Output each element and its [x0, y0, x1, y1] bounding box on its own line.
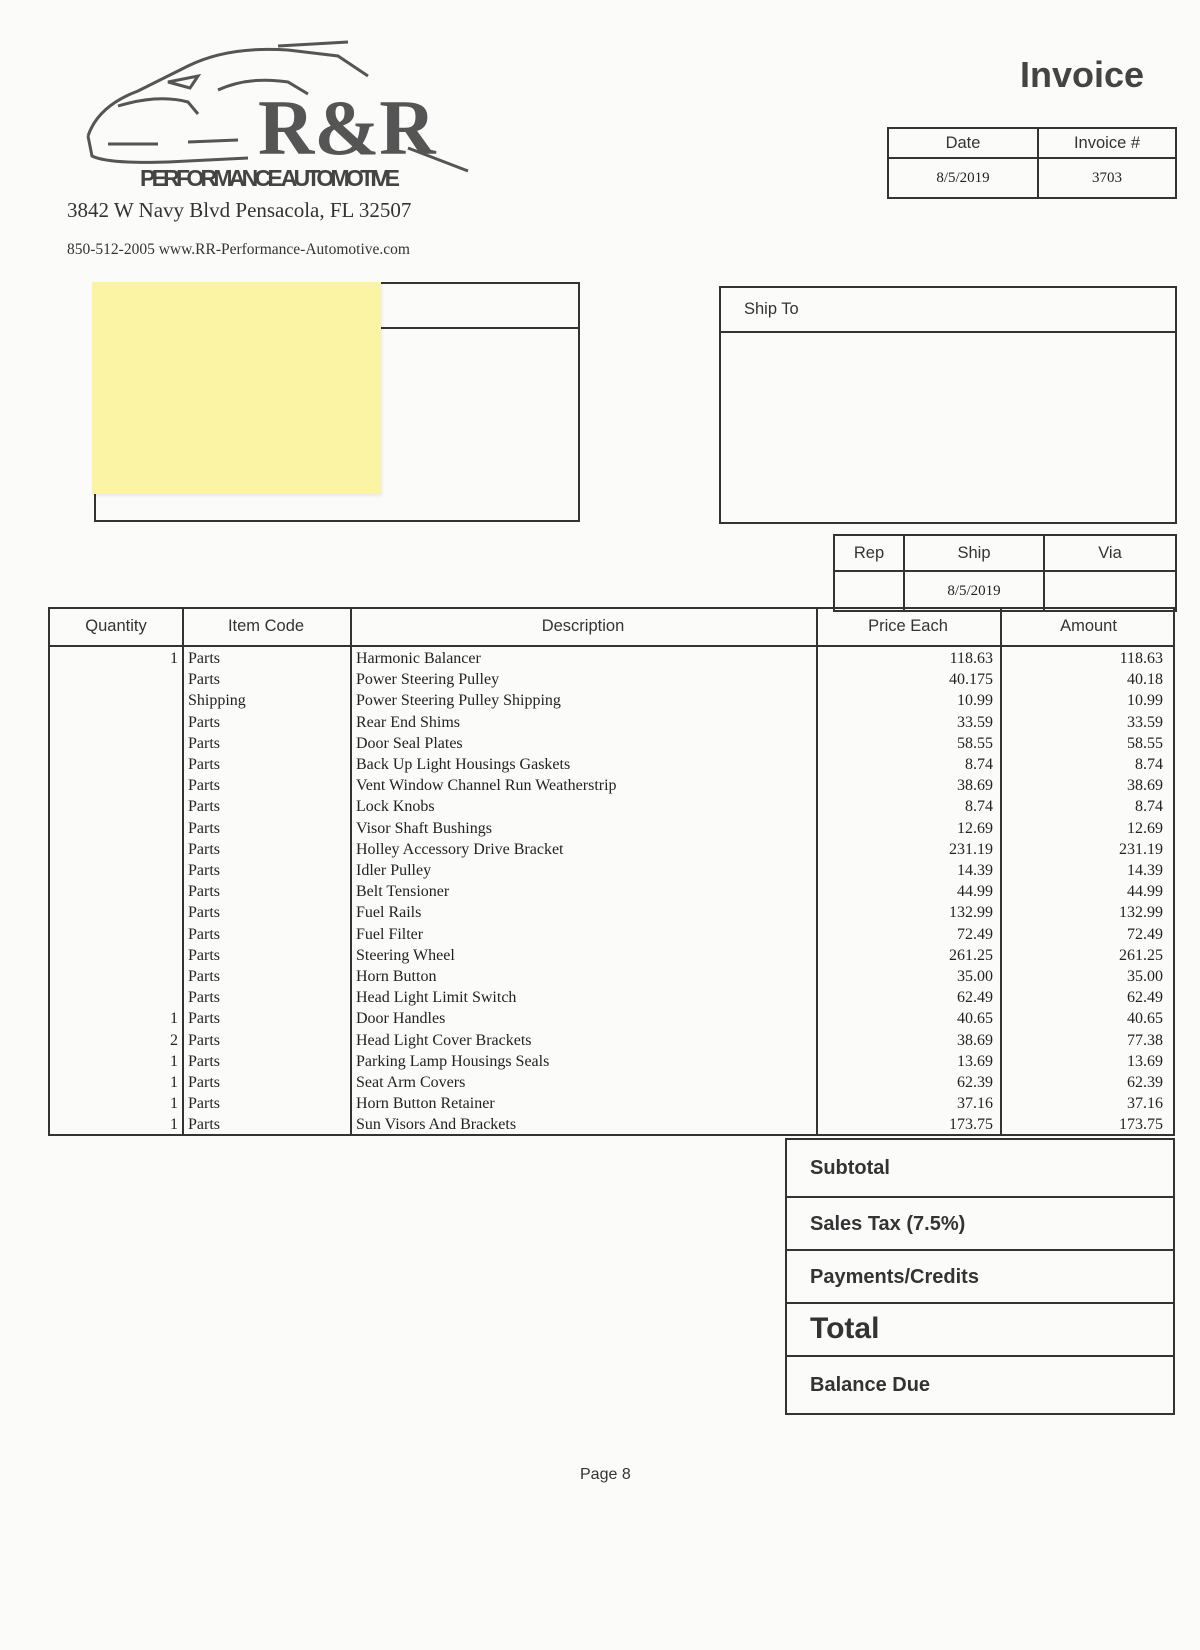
price-each-cell: 13.69	[957, 1052, 993, 1070]
table-row	[50, 989, 1173, 1010]
payments-label: Payments/Credits	[810, 1266, 979, 1288]
total-label: Total	[810, 1312, 880, 1345]
subtotal-label: Subtotal	[810, 1157, 890, 1179]
price-each-cell: 8.74	[965, 798, 993, 816]
item-code-cell: Parts	[188, 862, 220, 879]
sales-tax-row	[787, 1198, 1173, 1251]
item-code-cell: Parts	[188, 840, 220, 858]
via-value	[1045, 572, 1175, 610]
item-code-cell: Parts	[188, 777, 220, 795]
table-row	[50, 968, 1173, 989]
price-each-cell: 44.99	[957, 883, 993, 901]
amount-cell: 173.75	[1119, 1116, 1163, 1134]
price-each-cell: 37.16	[957, 1095, 993, 1113]
item-code-cell: Parts	[188, 713, 220, 731]
amount-cell: 118.63	[1119, 650, 1163, 667]
description-cell: Fuel Filter	[356, 925, 424, 943]
quantity-cell: 1	[170, 650, 178, 667]
description-cell: Head Light Cover Brackets	[356, 1031, 532, 1049]
amount-cell: 35.00	[1127, 968, 1163, 985]
table-row	[50, 714, 1173, 735]
date-label: Date	[889, 129, 1039, 157]
ship-to-box	[719, 286, 1177, 524]
ship-date: 8/5/2019	[905, 572, 1045, 610]
description-cell: Visor Shaft Bushings	[356, 819, 492, 837]
description-cell: Vent Window Channel Run Weatherstrip	[356, 777, 617, 795]
price-each-cell: 40.175	[949, 671, 993, 689]
price-each-header: Price Each	[868, 617, 948, 635]
subtotal-row	[787, 1140, 1173, 1198]
amount-cell: 72.49	[1127, 925, 1163, 943]
document-title: Invoice	[1020, 54, 1145, 95]
price-each-cell: 12.69	[957, 819, 993, 837]
total-row	[787, 1304, 1173, 1357]
company-logo	[78, 36, 498, 196]
description-cell: Harmonic Balancer	[356, 650, 481, 667]
description-cell: Holley Accessory Drive Bracket	[356, 840, 564, 858]
table-row	[50, 798, 1173, 819]
quantity-cell: 1	[170, 1010, 178, 1028]
description-cell: Idler Pulley	[356, 862, 432, 879]
amount-cell: 33.59	[1127, 713, 1163, 731]
invoice-number: 3703	[1092, 169, 1122, 186]
description-cell: Lock Knobs	[356, 798, 435, 816]
item-code-cell: Parts	[188, 883, 220, 901]
price-each-cell: 38.69	[957, 1031, 993, 1049]
quantity-header: Quantity	[85, 617, 147, 635]
company-address: 3842 W Navy Blvd Pensacola, FL 32507	[67, 198, 412, 222]
table-row	[50, 671, 1173, 692]
amount-cell: 14.39	[1127, 862, 1163, 879]
description-cell: Parking Lamp Housings Seals	[356, 1052, 550, 1070]
price-each-cell: 10.99	[957, 692, 993, 710]
table-row	[50, 1032, 1173, 1053]
table-row	[50, 947, 1173, 968]
price-each-cell: 231.19	[949, 840, 993, 858]
amount-cell: 13.69	[1127, 1052, 1163, 1070]
amount-header: Amount	[1060, 617, 1117, 635]
item-code-header: Item Code	[227, 617, 305, 635]
table-row	[50, 650, 1173, 671]
description-cell: Door Seal Plates	[356, 734, 463, 752]
table-row	[50, 1074, 1173, 1095]
price-each-cell: 62.39	[957, 1074, 993, 1091]
item-code-cell: Parts	[188, 1074, 220, 1091]
description-cell: Rear End Shims	[356, 713, 460, 731]
item-code-cell: Parts	[188, 671, 220, 689]
description-cell: Head Light Limit Switch	[356, 989, 517, 1007]
ship-to-label: Ship To	[744, 300, 799, 318]
price-each-cell: 58.55	[957, 734, 993, 752]
totals-box	[785, 1138, 1175, 1415]
amount-cell: 38.69	[1127, 777, 1163, 795]
item-code-cell: Parts	[188, 1095, 220, 1113]
svg-text:PERFORMANCE AUTOMOTIVE: PERFORMANCE AUTOMOTIVE	[140, 165, 400, 191]
amount-cell: 40.65	[1127, 1010, 1163, 1028]
item-code-cell: Parts	[188, 946, 220, 964]
item-code-cell: Parts	[188, 925, 220, 943]
amount-cell: 44.99	[1127, 883, 1163, 901]
item-code-cell: Parts	[188, 1116, 220, 1134]
item-code-cell: Parts	[188, 968, 220, 985]
amount-cell: 261.25	[1119, 946, 1163, 964]
redaction-sticky-note	[92, 282, 381, 494]
description-cell: Power Steering Pulley Shipping	[356, 692, 561, 710]
table-row	[50, 862, 1173, 883]
item-code-cell: Parts	[188, 989, 220, 1007]
amount-cell: 40.18	[1127, 671, 1163, 689]
description-cell: Sun Visors And Brackets	[356, 1116, 517, 1134]
description-cell: Seat Arm Covers	[356, 1074, 466, 1091]
price-each-cell: 14.39	[957, 862, 993, 879]
price-each-cell: 38.69	[957, 777, 993, 795]
sales-tax-label: Sales Tax (7.5%)	[810, 1213, 966, 1235]
table-row	[50, 841, 1173, 862]
description-cell: Belt Tensioner	[356, 883, 450, 901]
price-each-cell: 40.65	[957, 1010, 993, 1028]
table-row	[50, 777, 1173, 798]
description-header: Description	[541, 617, 625, 635]
item-code-cell: Parts	[188, 734, 220, 752]
table-row	[50, 1116, 1173, 1137]
description-cell: Horn Button	[356, 968, 437, 985]
invoice-date: 8/5/2019	[889, 159, 1039, 197]
item-code-cell: Parts	[188, 904, 220, 922]
amount-cell: 231.19	[1119, 840, 1163, 858]
amount-cell: 8.74	[1135, 798, 1163, 816]
table-row	[50, 756, 1173, 777]
description-cell: Back Up Light Housings Gaskets	[356, 756, 571, 773]
quantity-cell: 1	[170, 1074, 178, 1091]
item-code-cell: Parts	[188, 1031, 220, 1049]
amount-cell: 132.99	[1119, 904, 1163, 922]
price-each-cell: 62.49	[957, 989, 993, 1007]
amount-cell: 77.38	[1127, 1031, 1163, 1049]
description-cell: Power Steering Pulley	[356, 671, 500, 689]
description-cell: Door Handles	[356, 1010, 446, 1028]
amount-cell: 10.99	[1127, 692, 1163, 710]
price-each-cell: 173.75	[949, 1116, 993, 1134]
quantity-cell: 1	[170, 1095, 178, 1113]
quantity-cell: 1	[170, 1116, 178, 1134]
shipping-info-box	[833, 534, 1177, 612]
amount-cell: 37.16	[1127, 1095, 1163, 1113]
item-code-cell: Parts	[188, 1010, 220, 1028]
logo-letters: R&R	[258, 84, 436, 171]
description-cell: Steering Wheel	[356, 946, 455, 964]
via-label: Via	[1098, 543, 1122, 562]
line-items-table	[48, 607, 1175, 1136]
rep-value	[835, 572, 905, 610]
description-cell: Horn Button Retainer	[356, 1095, 495, 1113]
ship-label: Ship	[905, 536, 1045, 570]
item-code-cell: Parts	[188, 1052, 220, 1070]
amount-cell: 58.55	[1127, 734, 1163, 752]
price-each-cell: 118.63	[949, 650, 993, 667]
rep-label: Rep	[835, 536, 905, 570]
item-code-cell: Parts	[188, 798, 220, 816]
table-row	[50, 1010, 1173, 1031]
amount-cell: 62.49	[1127, 989, 1163, 1007]
table-row	[50, 692, 1173, 713]
table-row	[50, 904, 1173, 925]
quantity-cell: 2	[170, 1031, 178, 1049]
item-code-cell: Parts	[188, 756, 220, 773]
price-each-cell: 35.00	[957, 968, 993, 985]
item-code-cell: Parts	[188, 650, 220, 667]
table-row	[50, 1053, 1173, 1074]
table-row	[50, 820, 1173, 841]
item-code-cell: Parts	[188, 819, 220, 837]
table-row	[50, 926, 1173, 947]
table-row	[50, 1095, 1173, 1116]
balance-due-label: Balance Due	[810, 1374, 931, 1396]
payments-row	[787, 1251, 1173, 1304]
balance-due-row	[787, 1357, 1173, 1415]
description-cell: Fuel Rails	[356, 904, 422, 922]
invoice-info-box	[887, 127, 1177, 199]
company-contact: 850-512-2005 www.RR-Performance-Automotive.com	[67, 241, 410, 258]
table-row	[50, 735, 1173, 756]
price-each-cell: 72.49	[957, 925, 993, 943]
page-number: Page 8	[580, 1466, 631, 1483]
quantity-cell: 1	[170, 1052, 178, 1070]
table-row	[50, 883, 1173, 904]
item-code-cell: Shipping	[188, 692, 246, 710]
invoice-number-label: Invoice #	[1073, 133, 1141, 152]
price-each-cell: 8.74	[965, 756, 993, 773]
amount-cell: 62.39	[1127, 1074, 1163, 1091]
price-each-cell: 33.59	[957, 713, 993, 731]
amount-cell: 8.74	[1135, 756, 1163, 773]
price-each-cell: 132.99	[949, 904, 993, 922]
price-each-cell: 261.25	[949, 946, 993, 964]
amount-cell: 12.69	[1127, 819, 1163, 837]
